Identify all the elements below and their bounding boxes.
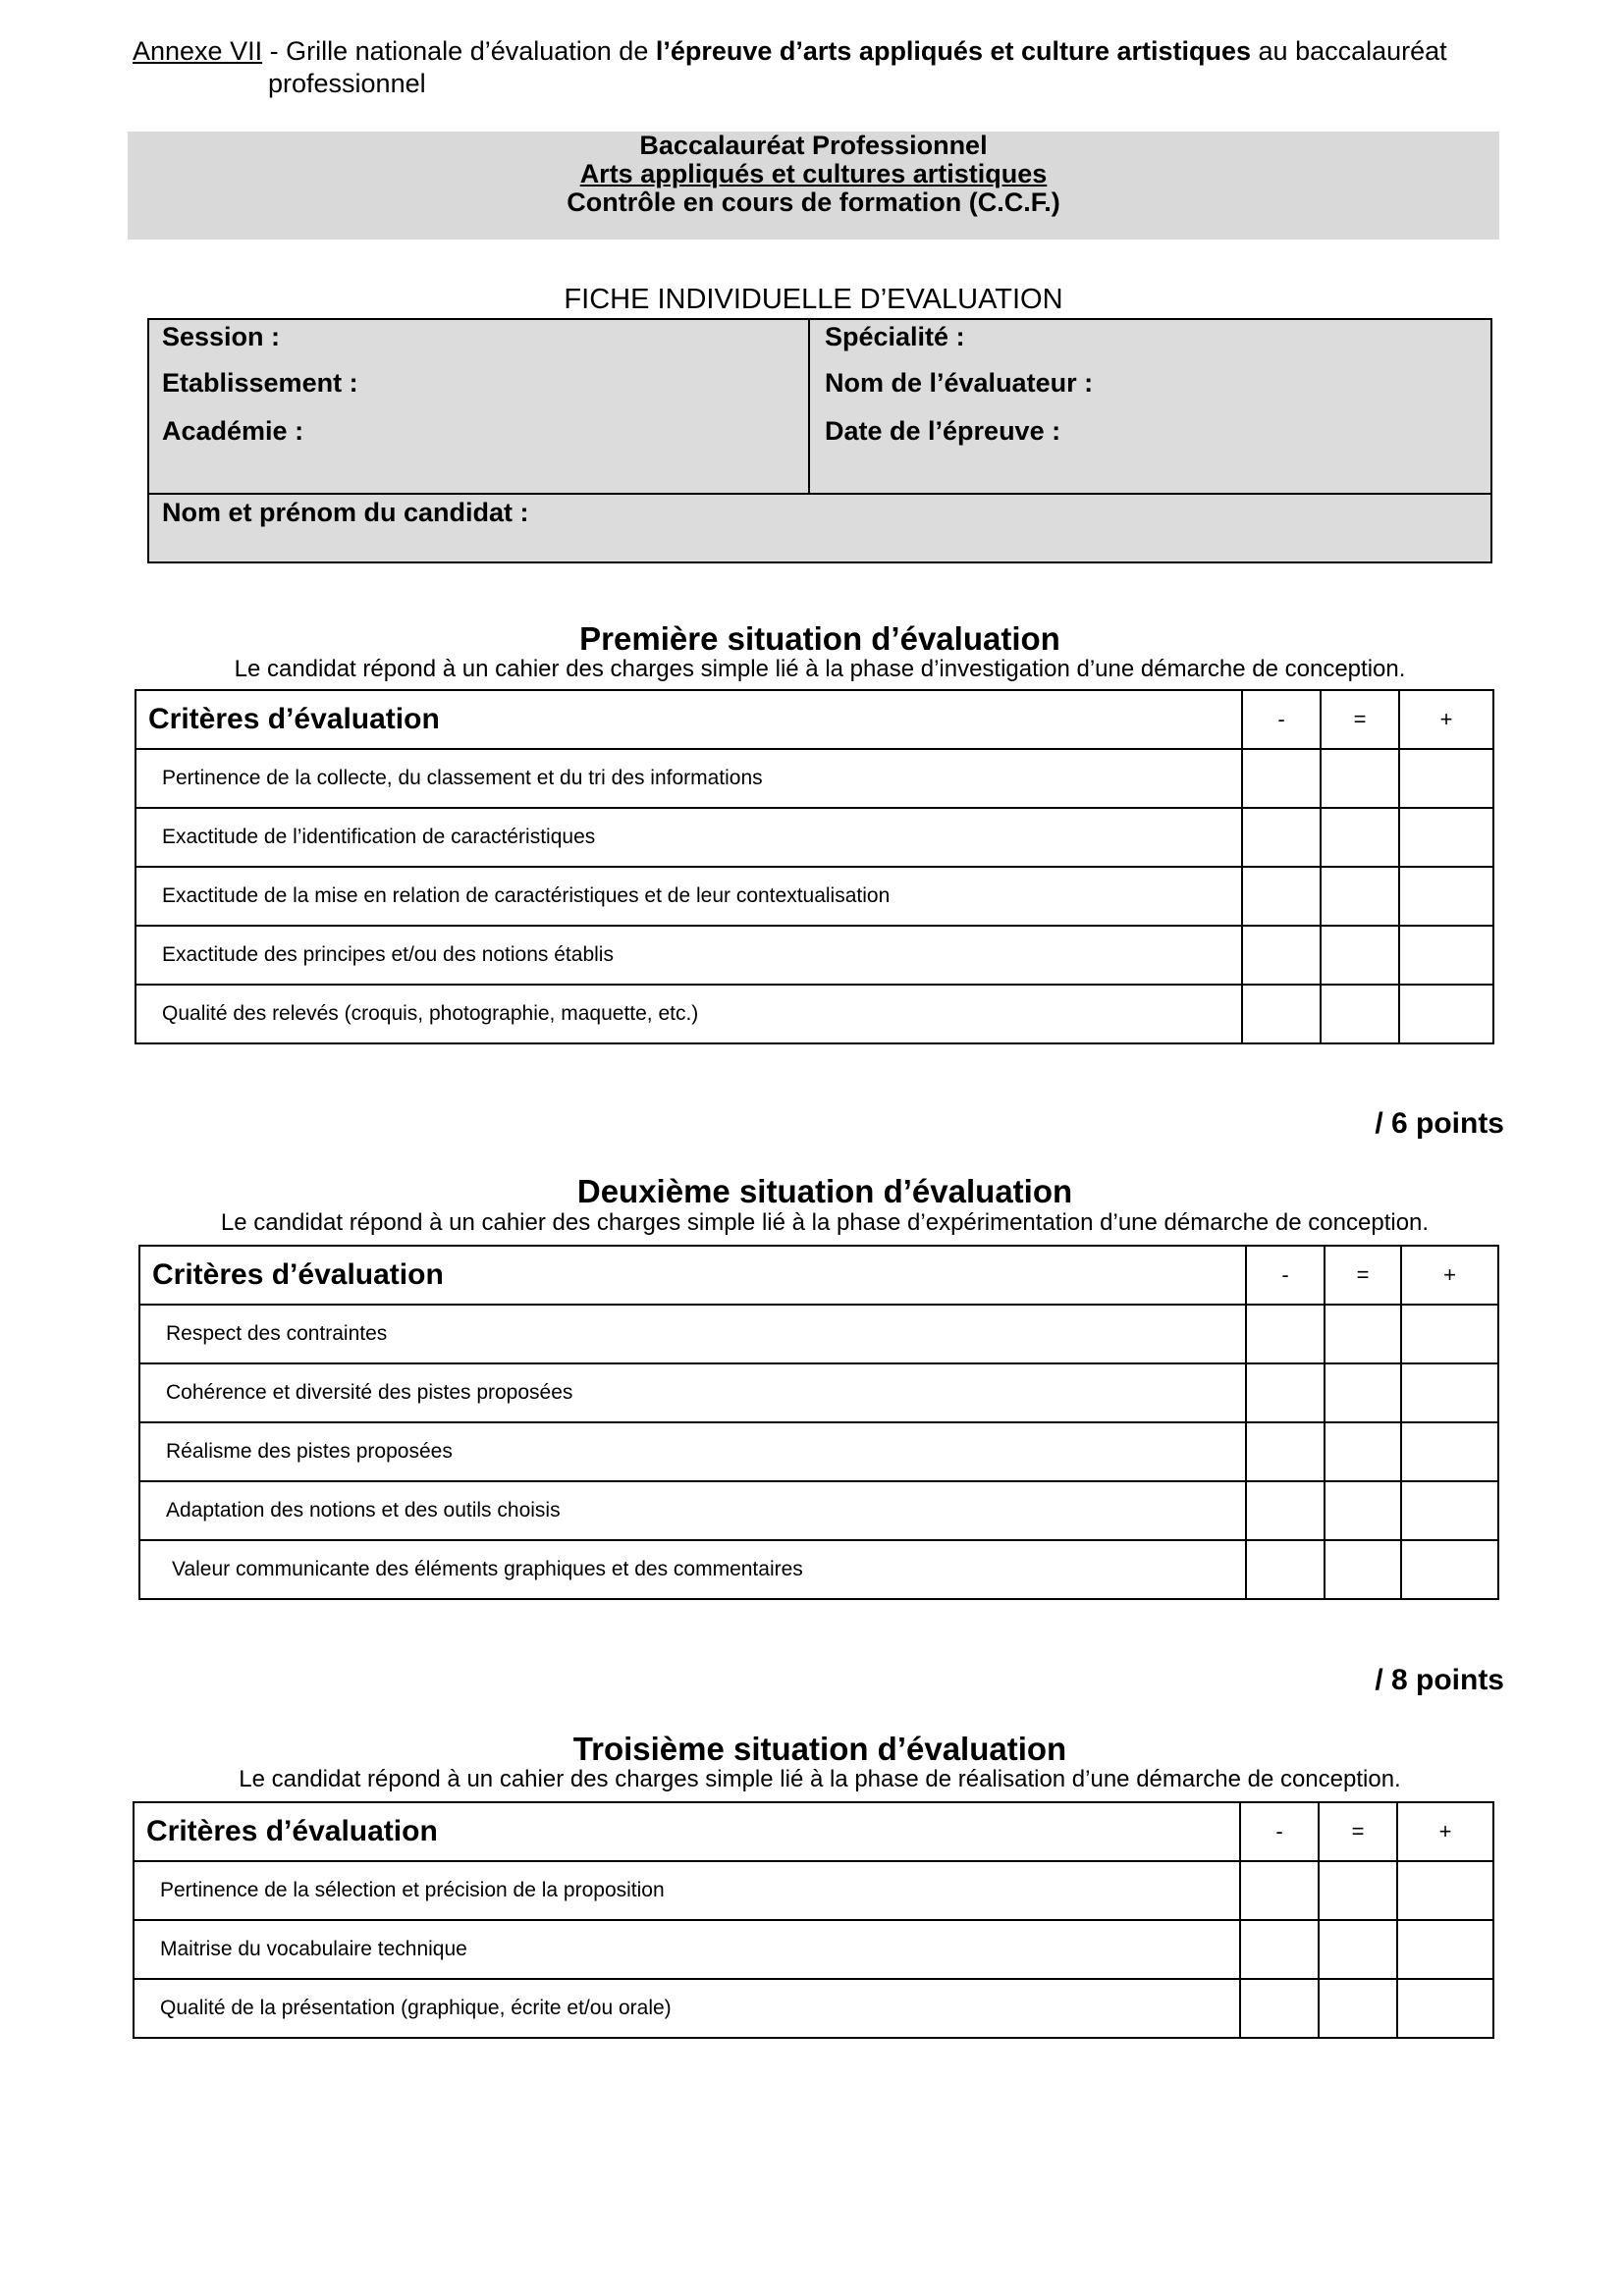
plus-header: + [1399, 690, 1493, 749]
annex-line2: professionnel [268, 69, 426, 98]
plus-header: + [1397, 1802, 1493, 1861]
minus-cell[interactable] [1246, 1481, 1325, 1540]
plus-cell[interactable] [1399, 926, 1493, 985]
annex-text: - Grille nationale d’évaluation de [262, 36, 656, 66]
table-row [135, 808, 1493, 867]
academie-field[interactable]: Académie : [162, 416, 304, 446]
table-row [135, 749, 1493, 808]
plus-header: + [1401, 1246, 1498, 1305]
section-1-table [135, 689, 1494, 1044]
minus-header: - [1246, 1246, 1325, 1305]
minus-cell[interactable] [1240, 1920, 1319, 1979]
criterion-label: Pertinence de la collecte, du classement et du tri des informations [135, 749, 1242, 808]
minus-cell[interactable] [1246, 1363, 1325, 1422]
criterion-label: Maitrise du vocabulaire technique [134, 1920, 1240, 1979]
equal-cell[interactable] [1325, 1305, 1401, 1363]
equal-header: = [1319, 1802, 1397, 1861]
etablissement-field[interactable]: Etablissement : [162, 368, 358, 398]
minus-cell[interactable] [1242, 808, 1321, 867]
plus-cell[interactable] [1401, 1305, 1498, 1363]
banner-line2: Arts appliqués et cultures artistiques [579, 159, 1048, 188]
plus-cell[interactable] [1399, 985, 1493, 1043]
session-field[interactable]: Session : [162, 322, 281, 351]
annex-label: Annexe VII [133, 36, 263, 66]
criterion-label: Réalisme des pistes proposées [139, 1422, 1246, 1481]
section-2-table [138, 1245, 1499, 1600]
criterion-label: Exactitude de la mise en relation de caractéristiques et de leur contextualisation [135, 867, 1242, 926]
criterion-label: Exactitude des principes et/ou des notions établis [135, 926, 1242, 985]
minus-header: - [1240, 1802, 1319, 1861]
minus-cell[interactable] [1240, 1861, 1319, 1920]
specialite-field[interactable]: Spécialité : [825, 322, 965, 351]
minus-cell[interactable] [1246, 1422, 1325, 1481]
banner-line3: Contrôle en cours de formation (C.C.F.) [567, 187, 1060, 217]
equal-header: = [1325, 1246, 1401, 1305]
minus-cell[interactable] [1242, 749, 1321, 808]
plus-cell[interactable] [1401, 1481, 1498, 1540]
annex-heading [133, 35, 1507, 100]
plus-cell[interactable] [1397, 1979, 1493, 2038]
table-header-row [135, 690, 1493, 749]
equal-cell[interactable] [1325, 1481, 1401, 1540]
plus-cell[interactable] [1401, 1422, 1498, 1481]
table-row [135, 985, 1493, 1043]
banner-line1: Baccalauréat Professionnel [639, 131, 988, 160]
equal-cell[interactable] [1325, 1363, 1401, 1422]
section-1-points: / 6 points [1375, 1107, 1504, 1140]
table-row [135, 867, 1493, 926]
minus-cell[interactable] [1242, 926, 1321, 985]
plus-cell[interactable] [1399, 867, 1493, 926]
equal-header: = [1321, 690, 1399, 749]
criterion-label: Adaptation des notions et des outils choisis [139, 1481, 1246, 1540]
criterion-label: Qualité de la présentation (graphique, écrite et/ou orale) [134, 1979, 1240, 2038]
section-2-description: Le candidat répond à un cahier des charges simple lié à la phase d’expérimentation d’une démarche de conception. [220, 1209, 1430, 1236]
minus-cell[interactable] [1242, 867, 1321, 926]
equal-cell[interactable] [1321, 926, 1399, 985]
date-field[interactable]: Date de l’épreuve : [825, 416, 1061, 446]
section-3-table [133, 1801, 1494, 2039]
equal-cell[interactable] [1325, 1540, 1401, 1599]
minus-cell[interactable] [1246, 1540, 1325, 1599]
equal-cell[interactable] [1319, 1979, 1397, 2038]
plus-cell[interactable] [1399, 749, 1493, 808]
criterion-label: Exactitude de l’identification de caractéristiques [135, 808, 1242, 867]
criterion-label: Valeur communicante des éléments graphiques et des commentaires [139, 1540, 1246, 1599]
plus-cell[interactable] [1401, 1540, 1498, 1599]
plus-cell[interactable] [1397, 1861, 1493, 1920]
annex-bold-text: l’épreuve d’arts appliqués et culture artistiques [655, 36, 1252, 66]
info-divider-vertical [808, 318, 810, 495]
minus-header: - [1242, 690, 1321, 749]
criterion-label: Qualité des relevés (croquis, photographie, maquette, etc.) [135, 985, 1242, 1043]
equal-cell[interactable] [1321, 749, 1399, 808]
table-row [139, 1540, 1498, 1599]
criteria-header: Critères d’évaluation [134, 1802, 1240, 1861]
table-row [139, 1305, 1498, 1363]
plus-cell[interactable] [1401, 1363, 1498, 1422]
minus-cell[interactable] [1246, 1305, 1325, 1363]
equal-cell[interactable] [1321, 867, 1399, 926]
plus-cell[interactable] [1399, 808, 1493, 867]
equal-cell[interactable] [1321, 985, 1399, 1043]
section-2-title: Deuxième situation d’évaluation [576, 1173, 1073, 1209]
plus-cell[interactable] [1397, 1920, 1493, 1979]
table-row [134, 1979, 1493, 2038]
evaluateur-field[interactable]: Nom de l’évaluateur : [825, 368, 1094, 398]
section-2-points: / 8 points [1375, 1664, 1504, 1696]
minus-cell[interactable] [1242, 985, 1321, 1043]
equal-cell[interactable] [1325, 1422, 1401, 1481]
table-header-row [139, 1246, 1498, 1305]
banner [128, 132, 1499, 240]
table-row [134, 1920, 1493, 1979]
criterion-label: Respect des contraintes [139, 1305, 1246, 1363]
criterion-label: Pertinence de la sélection et précision de la proposition [134, 1861, 1240, 1920]
table-row [139, 1363, 1498, 1422]
criteria-header: Critères d’évaluation [135, 690, 1242, 749]
candidat-field[interactable]: Nom et prénom du candidat : [162, 498, 529, 527]
equal-cell[interactable] [1321, 808, 1399, 867]
table-row [139, 1422, 1498, 1481]
section-3-title: Troisième situation d’évaluation [572, 1731, 1067, 1767]
table-row [135, 926, 1493, 985]
section-1-description: Le candidat répond à un cahier des charges simple lié à la phase d’investigation d’une démarche de conception. [234, 656, 1406, 682]
annex-tail-text: au baccalauréat [1251, 36, 1447, 66]
minus-cell[interactable] [1240, 1979, 1319, 2038]
info-divider-horizontal [147, 493, 1492, 495]
table-row [139, 1481, 1498, 1540]
section-1-title: Première situation d’évaluation [579, 620, 1060, 657]
section-3-description: Le candidat répond à un cahier des charges simple lié à la phase de réalisation d’une démarche de conception. [239, 1766, 1401, 1792]
table-header-row [134, 1802, 1493, 1861]
fiche-title: FICHE INDIVIDUELLE D’EVALUATION [564, 284, 1063, 315]
equal-cell[interactable] [1319, 1861, 1397, 1920]
criteria-header: Critères d’évaluation [139, 1246, 1246, 1305]
table-row [134, 1861, 1493, 1920]
equal-cell[interactable] [1319, 1920, 1397, 1979]
criterion-label: Cohérence et diversité des pistes proposées [139, 1363, 1246, 1422]
